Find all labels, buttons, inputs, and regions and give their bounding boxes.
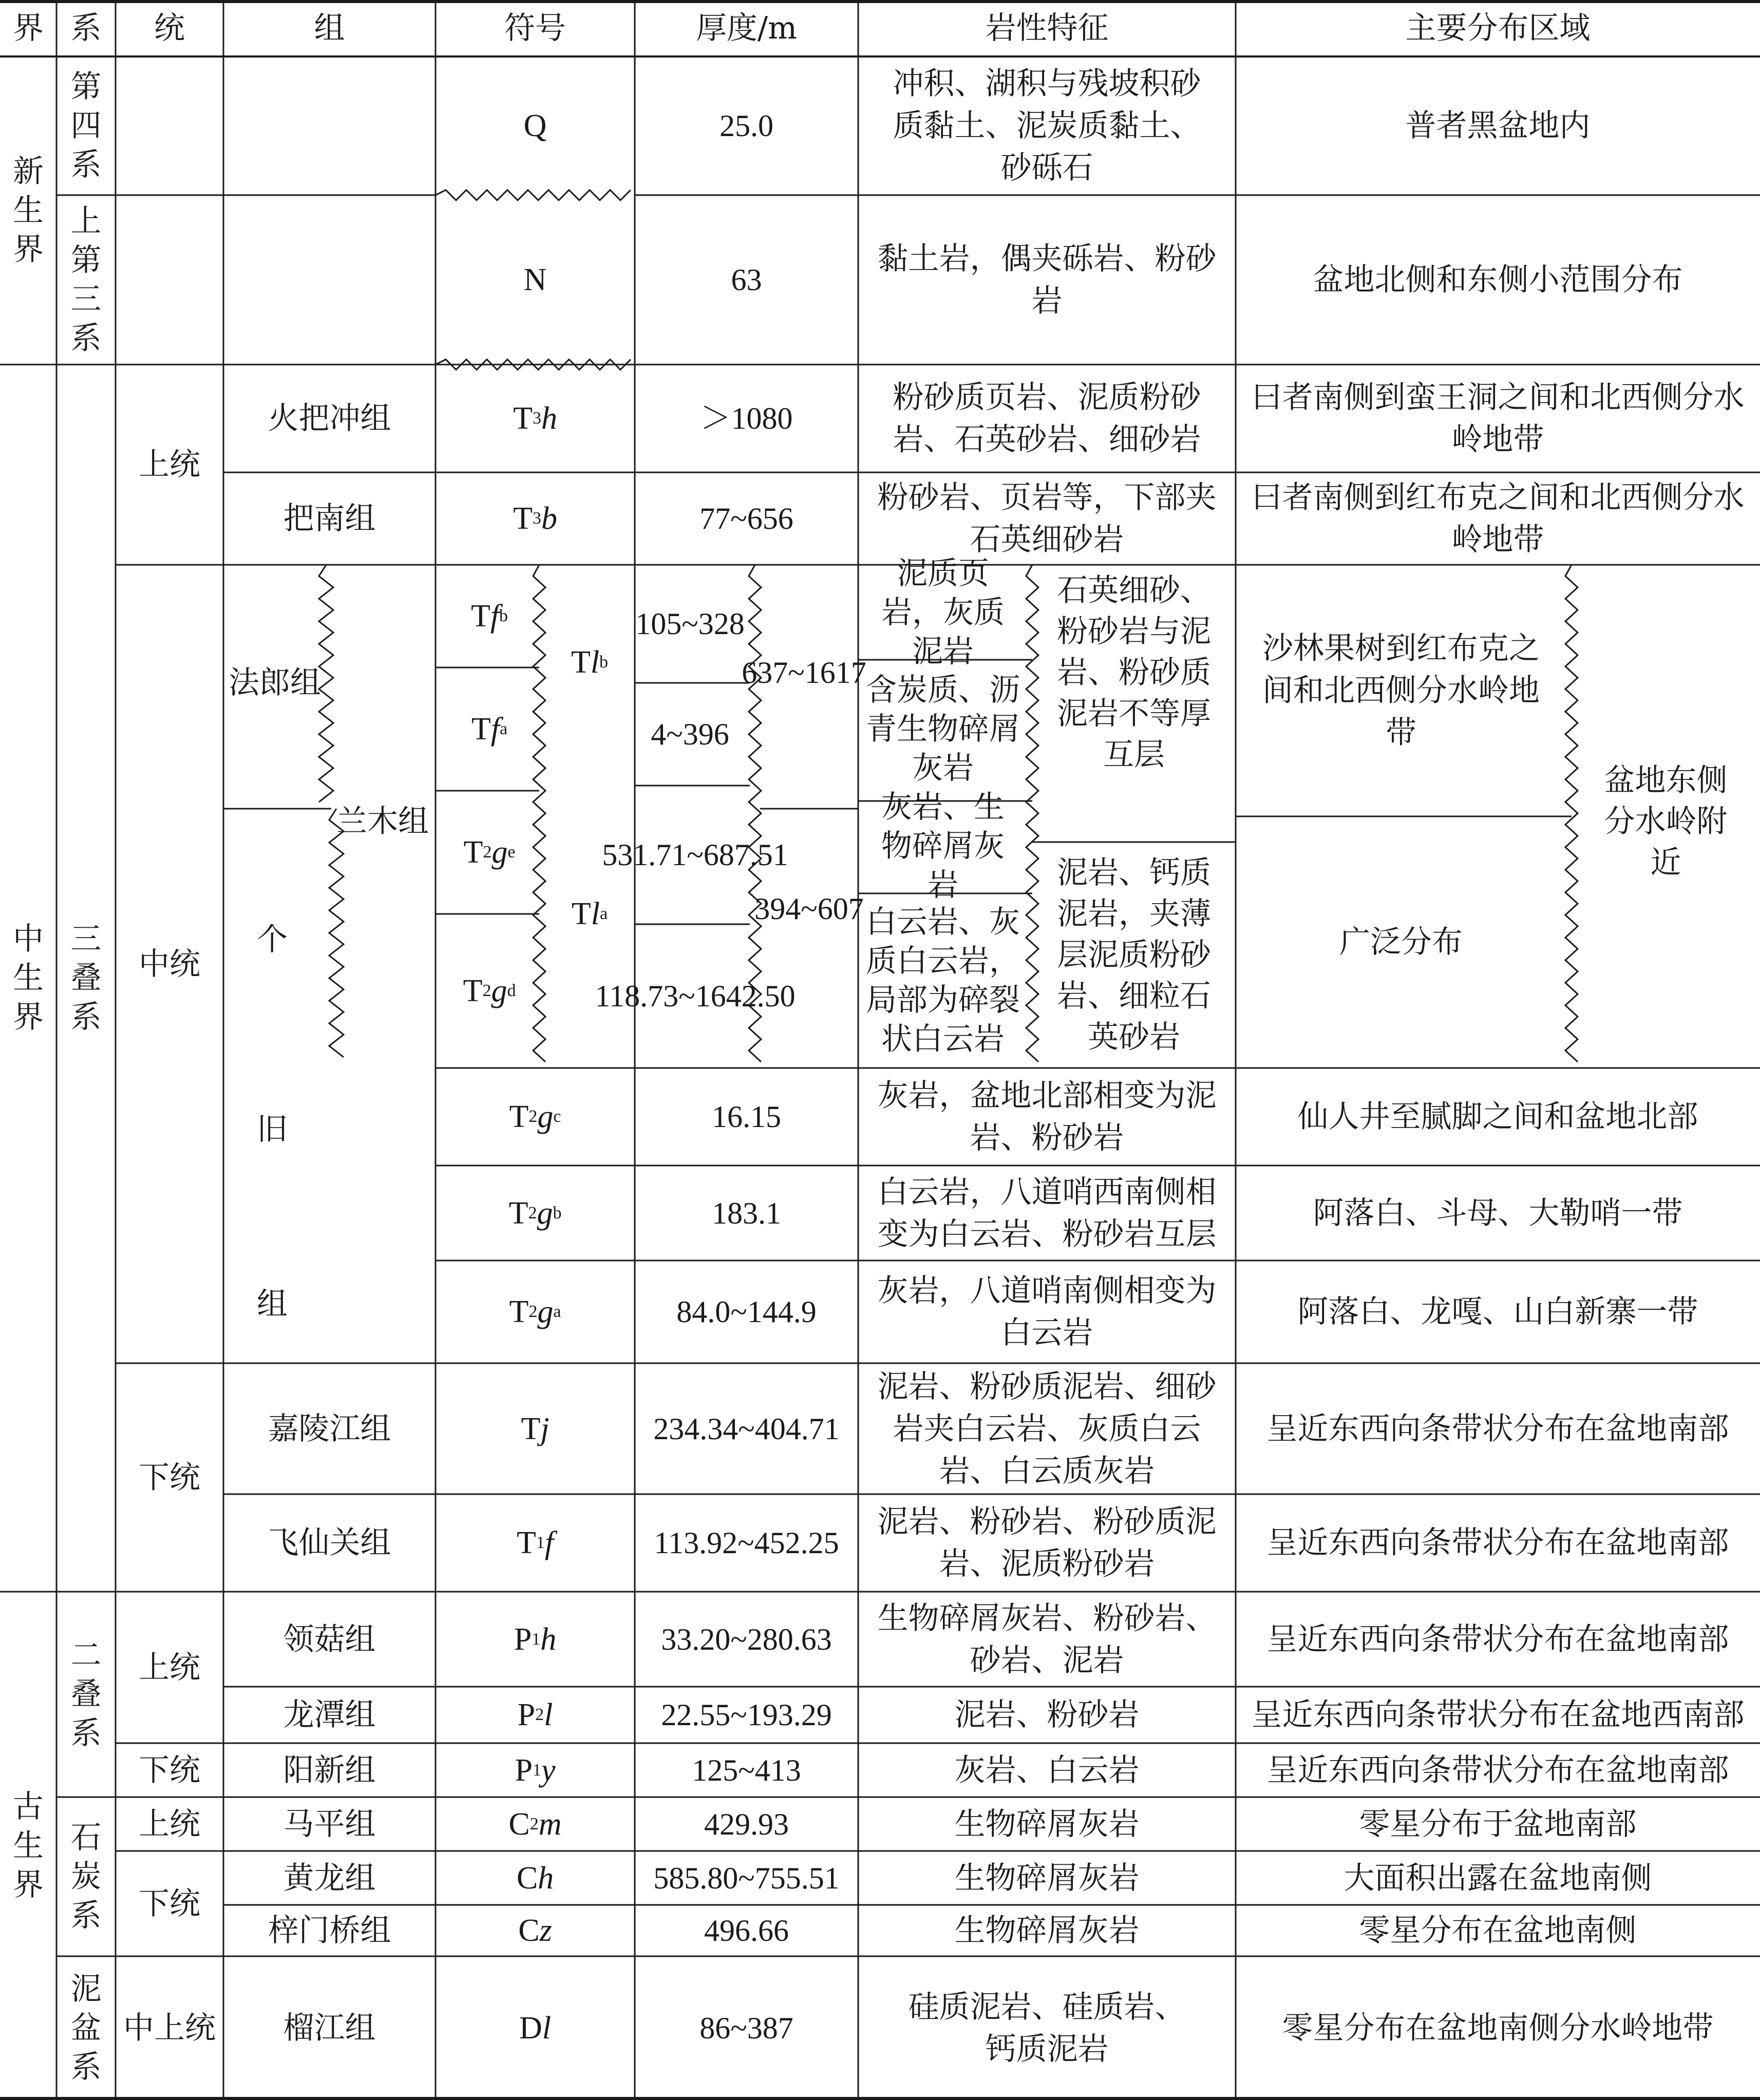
series-permian-upper: 上统 [139, 1649, 200, 1686]
thickness-t2-g-c: 16.15 [712, 1100, 781, 1134]
series-carboniferous-upper: 上统 [139, 1806, 200, 1842]
header-tong: 统 [154, 10, 185, 46]
lithology-linggu: 生物碎屑灰岩、粉砂岩、砂岩、泥岩 [877, 1600, 1217, 1678]
symbol-t-l-b: T l b [571, 645, 609, 680]
system-devonian-char: 泥 [70, 1971, 102, 2007]
thickness-t-l-b: 637~1617 [742, 656, 866, 690]
system-devonian-char: 盆 [70, 2010, 102, 2046]
system-permian-char: 叠 [70, 1676, 102, 1712]
lithology-quaternary: 冲积、湖积与残坡积砂质黏土、泥炭质黏土、砂砾石 [893, 66, 1201, 186]
symbol-huobachong: T 3 h [513, 401, 557, 436]
formation-gejiu-char-3: 组 [257, 1286, 288, 1322]
region-zimenqiao: 零星分布在盆地南侧 [1359, 1913, 1637, 1949]
region-linggu: 呈近东西向条带状分布在盆地南部 [1266, 1621, 1729, 1657]
thickness-banan: 77~656 [699, 502, 793, 536]
region-t-l-a: 广泛分布 [1339, 924, 1463, 960]
era-cenozoic-char: 新 [13, 154, 44, 189]
symbol-t-f-a: T f a [471, 712, 508, 747]
formation-maping: 马平组 [283, 1806, 376, 1842]
symbol-zimenqiao: C z [518, 1913, 552, 1948]
lithology-t2-g-c: 灰岩，盆地北部相变为泥岩、粉砂岩 [877, 1078, 1217, 1156]
header-thickness: 厚度/m [695, 10, 798, 46]
symbol-jialingjiang: T j [521, 1411, 550, 1446]
region-jialingjiang: 呈近东西向条带状分布在盆地南部 [1266, 1410, 1729, 1447]
thickness-maping: 429.93 [704, 1807, 789, 1841]
region-east-watershed: 盆地东侧分水岭附近 [1604, 762, 1728, 881]
system-quaternary [56, 56, 116, 195]
region-huobachong: 曰者南侧到蛮王洞之间和北西侧分水岭地带 [1251, 379, 1745, 457]
formation-falang: 法郎组 [229, 665, 321, 701]
symbol-maping: C 2 m [508, 1806, 562, 1842]
system-carboniferous [56, 1797, 116, 1956]
region-banan: 曰者南侧到红布克之间和北西侧分水岭地带 [1251, 480, 1745, 558]
formation-longtan: 龙潭组 [283, 1697, 376, 1733]
lithology-zimenqiao: 生物碎屑灰岩 [954, 1913, 1140, 1949]
symbol-t-f-b: T f b [470, 599, 508, 634]
header-jie: 界 [13, 10, 44, 46]
formation-gejiu-char-1: 个 [257, 922, 288, 958]
region-t2-g-c: 仙人井至腻脚之间和盆地北部 [1297, 1099, 1698, 1135]
system-quaternary-char: 四 [70, 108, 102, 144]
system-permian-char: 二 [70, 1637, 102, 1673]
formation-liujiang: 榴江组 [283, 2010, 376, 2046]
symbol-t2-g-e: T 2 g e [463, 835, 516, 870]
region-neogene: 盆地北侧和东侧小范围分布 [1313, 262, 1683, 298]
system-neogene-char: 第 [70, 242, 102, 278]
series-triassic-middle: 中统 [139, 946, 200, 982]
formation-yangxin: 阳新组 [283, 1752, 376, 1788]
symbol-t2-g-c: T 2 g c [509, 1099, 561, 1134]
lithology-t-f-b: 泥质页岩，灰质泥岩 [881, 555, 1005, 670]
lithology-maping: 生物碎屑灰岩 [954, 1806, 1140, 1842]
formation-lanmu: 兰木组 [336, 804, 429, 839]
symbol-t2-g-a: T 2 g a [509, 1294, 561, 1329]
thickness-linggu: 33.20~280.63 [661, 1622, 832, 1656]
thickness-jialingjiang: 234.34~404.71 [653, 1411, 840, 1446]
system-neogene-char: 上 [70, 203, 102, 239]
system-permian [56, 1592, 116, 1797]
symbol-linggu: P 1 h [514, 1621, 557, 1657]
lithology-t2-g-b: 白云岩，八道哨西南侧相变为白云岩、粉砂岩互层 [877, 1174, 1217, 1252]
symbol-longtan: P 2 l [517, 1697, 553, 1732]
thickness-t2-g-b: 183.1 [712, 1196, 781, 1230]
region-t2-g-a: 阿落白、龙嘎、山白新寨一带 [1297, 1294, 1698, 1330]
lithology-t-f-a: 含炭质、沥青生物碎屑灰岩 [866, 672, 1020, 786]
lithology-t2-g-d: 白云岩、灰质白云岩，局部为碎裂状白云岩 [866, 904, 1020, 1057]
era-cenozoic [0, 56, 56, 365]
thickness-huanglong: 585.80~755.51 [653, 1861, 840, 1895]
region-feixianguan: 呈近东西向条带状分布在盆地南部 [1266, 1525, 1729, 1561]
lithology-feixianguan: 泥岩、粉砂岩、粉砂质泥岩、泥质粉砂岩 [877, 1504, 1217, 1582]
region-huanglong: 大面积出露在盆地南侧 [1343, 1860, 1652, 1896]
era-mesozoic-char: 生 [13, 960, 44, 996]
symbol-t2-g-b: T 2 g b [508, 1195, 562, 1231]
thickness-t-f-a: 4~396 [651, 717, 729, 751]
symbol-yangxin: P 1 y [515, 1752, 556, 1788]
lithology-huobachong: 粉砂质页岩、泥质粉砂岩、石英砂岩、细砂岩 [893, 379, 1201, 457]
region-quaternary: 普者黑盆地内 [1405, 108, 1591, 144]
thickness-t2-g-a: 84.0~144.9 [676, 1295, 817, 1329]
lithology-t-l-b: 石英细砂、粉砂岩与泥岩、粉砂质泥岩不等厚互层 [1057, 572, 1211, 773]
region-t2-g-b: 阿落白、斗母、大勒哨一带 [1313, 1195, 1683, 1231]
header-zu: 组 [314, 10, 345, 46]
region-maping: 零星分布于盆地南部 [1359, 1806, 1637, 1842]
formation-feixianguan: 飞仙关组 [268, 1525, 391, 1561]
lithology-liujiang: 硅质泥岩、硅质岩、钙质泥岩 [908, 1989, 1186, 2067]
system-triassic [56, 365, 116, 1592]
era-cenozoic-char: 界 [13, 232, 44, 268]
thickness-feixianguan: 113.92~452.25 [654, 1526, 839, 1560]
system-triassic-char: 三 [70, 921, 102, 957]
thickness-zimenqiao: 496.66 [704, 1914, 789, 1948]
lithology-t2-g-e: 灰岩、生物碎屑灰岩 [881, 789, 1005, 903]
lithology-neogene: 黏土岩，偶夹砾岩、粉砂岩 [877, 241, 1217, 319]
system-devonian-char: 系 [70, 2049, 102, 2085]
series-triassic-upper: 上统 [139, 447, 200, 483]
thickness-t-l-a: 394~607 [754, 892, 864, 926]
era-paleozoic [0, 1592, 56, 2100]
system-carboniferous-char: 石 [70, 1820, 102, 1856]
symbol-banan: T 3 b [513, 501, 557, 536]
system-neogene-char: 系 [70, 320, 102, 356]
era-paleozoic-char: 古 [13, 1789, 44, 1825]
thickness-huobachong: ＞1080 [700, 402, 793, 435]
thickness-quaternary: 25.0 [720, 109, 773, 143]
formation-huobachong: 火把冲组 [268, 400, 391, 436]
system-quaternary-char: 第 [70, 69, 102, 105]
lithology-yangxin: 灰岩、白云岩 [954, 1752, 1140, 1788]
system-triassic-char: 叠 [70, 960, 102, 996]
symbol-t2-g-d: T 2 g d [463, 973, 516, 1008]
formation-gejiu-char-2: 旧 [257, 1112, 288, 1148]
symbol-quaternary: Q [523, 108, 547, 143]
thickness-longtan: 22.55~193.29 [661, 1698, 832, 1732]
symbol-huanglong: C h [516, 1860, 554, 1896]
system-neogene [56, 195, 116, 365]
header-region: 主要分布区域 [1405, 10, 1591, 46]
series-carboniferous-lower: 下统 [139, 1885, 200, 1922]
system-triassic-char: 系 [70, 999, 102, 1035]
era-paleozoic-char: 生 [13, 1828, 44, 1864]
system-permian-char: 系 [70, 1715, 102, 1751]
lithology-banan: 粉砂岩、页岩等，下部夹石英细砂岩 [877, 480, 1217, 558]
thickness-liujiang: 86~387 [699, 2011, 793, 2045]
thickness-t2-g-d: 118.73~1642.50 [595, 979, 796, 1013]
formation-linggu: 领菇组 [283, 1621, 376, 1657]
formation-zimenqiao: 梓门桥组 [268, 1913, 391, 1949]
region-longtan: 呈近东西向条带状分布在盆地西南部 [1251, 1697, 1745, 1733]
region-yangxin: 呈近东西向条带状分布在盆地南部 [1266, 1752, 1729, 1788]
lithology-huanglong: 生物碎屑灰岩 [954, 1860, 1140, 1896]
system-carboniferous-char: 炭 [70, 1859, 102, 1895]
symbol-neogene: N [523, 262, 547, 297]
era-mesozoic-char: 中 [13, 921, 44, 957]
header-symbol: 符号 [504, 10, 566, 46]
system-devonian [56, 1956, 116, 2100]
region-t-l-b: 沙林果树到红布克之间和北西侧分水岭地带 [1262, 631, 1540, 751]
series-devonian: 中上统 [123, 2010, 216, 2046]
region-liujiang: 零星分布在盆地南侧分水岭地带 [1282, 2010, 1714, 2046]
symbol-feixianguan: T 1 f [516, 1525, 554, 1560]
lithology-jialingjiang: 泥岩、粉砂质泥岩、细砂岩夹白云岩、灰质白云岩、白云质灰岩 [877, 1368, 1217, 1489]
formation-huanglong: 黄龙组 [283, 1860, 376, 1896]
thickness-t-f-b: 105~328 [635, 607, 745, 641]
series-permian-lower: 下统 [139, 1752, 200, 1788]
formation-jialingjiang: 嘉陵江组 [268, 1410, 391, 1447]
era-mesozoic [0, 365, 56, 1592]
thickness-yangxin: 125~413 [692, 1753, 801, 1787]
lithology-longtan: 泥岩、粉砂岩 [954, 1697, 1140, 1733]
symbol-liujiang: D l [519, 2011, 551, 2046]
era-mesozoic-char: 界 [13, 999, 44, 1035]
header-lithology: 岩性特征 [985, 10, 1109, 46]
thickness-neogene: 63 [731, 263, 762, 297]
era-cenozoic-char: 生 [13, 193, 44, 228]
lithology-t2-g-a: 灰岩，八道哨南侧相变为白云岩 [877, 1273, 1217, 1351]
header-xi: 系 [70, 10, 102, 46]
system-carboniferous-char: 系 [70, 1898, 102, 1934]
system-neogene-char: 三 [70, 281, 102, 317]
lithology-t-l-a: 泥岩、钙质泥岩，夹薄层泥质粉砂岩、细粒石英砂岩 [1057, 855, 1211, 1055]
symbol-t-l-a: T l a [571, 896, 608, 931]
formation-banan: 把南组 [283, 501, 376, 537]
series-triassic-lower: 下统 [139, 1459, 200, 1496]
system-quaternary-char: 系 [70, 147, 102, 183]
era-paleozoic-char: 界 [13, 1867, 44, 1903]
thickness-t2-g-e: 531.71~687.51 [602, 838, 788, 872]
